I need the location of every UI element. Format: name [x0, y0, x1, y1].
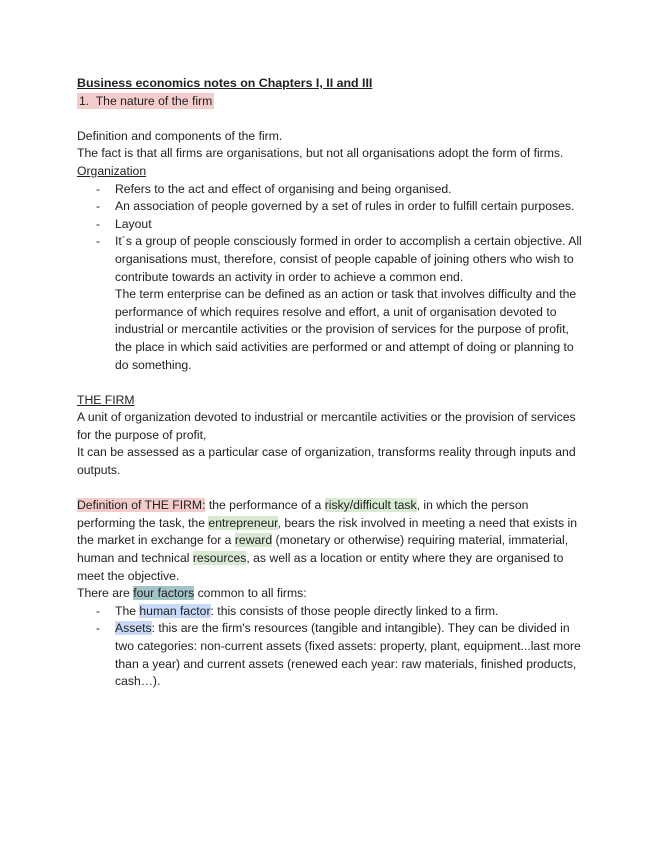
list-item: - Refers to the act and effect of organising and being organised.: [77, 181, 582, 199]
highlight-assets: Assets: [115, 621, 152, 636]
factor-label: The: [115, 603, 140, 618]
document-title: Business economics notes on Chapters I, II and III: [77, 76, 373, 90]
definition-text: , bears the risk involved in meeting a need that exists in the market in exchange for a: [77, 515, 577, 548]
list-item: [77, 620, 582, 690]
factors-text: There are: [77, 586, 134, 601]
section-number: 1.: [79, 93, 90, 108]
highlight-human-factor: human factor: [139, 603, 211, 618]
four-factors-line: [77, 585, 582, 603]
document-body: [77, 75, 582, 691]
firm-paragraph-2: It can be assessed as a particular case of organization, transforms reality through inputs and outputs.: [77, 445, 576, 478]
firm-paragraph-1: A unit of organization devoted to industrial or mercantile activities or the provision of services for the purpose of profit,: [77, 410, 576, 442]
the-firm-heading: THE FIRM: [77, 392, 135, 407]
factor-text: : this consists of those people directly linked to a firm.: [210, 603, 499, 618]
definition-text: , in which the person performing the task, the: [77, 498, 529, 530]
section-label: The nature of the firm: [95, 93, 213, 108]
factor-text: : this are the firm's resources (tangible and intangible). They can be divided in two categories: non-current assets (fixed assets: property, plant, equipment...last more than a year) and current assets (renewed each year: raw materials, finished products, cash…).: [115, 621, 581, 689]
definition-text: (monetary or otherwise) requiring material, immaterial, human and technical: [77, 533, 569, 566]
definition-components-heading: Definition and components of the firm.: [77, 128, 283, 143]
definition-text: the performance of a: [205, 498, 325, 513]
highlight-risky-task: risky/difficult task: [324, 498, 417, 513]
list-item: - Layout: [77, 216, 582, 234]
definition-text: , as well as a location or entity where they are organised to meet the objective.: [77, 551, 564, 583]
highlight-entrepreneur: entrepreneur: [208, 515, 278, 530]
organization-heading: Organization: [77, 163, 147, 178]
firm-definition-paragraph: [77, 497, 582, 585]
definition-label: Definition of THE FIRM:: [77, 498, 206, 513]
list-item: - It´s a group of people consciously formed in order to accomplish a certain objective. All organisations must, therefore, consist of people capable of joining others who wish to contribute towards an activity in order to achieve a common end.: [77, 233, 582, 286]
factors-text: common to all firms:: [194, 586, 307, 601]
highlight-resources: resources: [192, 551, 247, 566]
enterprise-paragraph: The term enterprise can be defined as an action or task that involves difficulty and the performance of which requires resolve and effort, a unit of organisation devoted to industrial or mercantile activities or the provision of services for the purpose of profit, the place in which said activities are performed or and attempt of doing or planning to do something.: [115, 287, 577, 372]
highlight-reward: reward: [234, 533, 273, 548]
section-heading: [77, 93, 582, 111]
intro-paragraph: The fact is that all firms are organisations, but not all organisations adopt the form of firms.: [77, 146, 564, 161]
highlight-four-factors: four factors: [133, 586, 195, 601]
section-heading-highlight: [77, 93, 214, 109]
factors-list: [77, 603, 582, 691]
list-item: [77, 603, 582, 621]
organization-list: [77, 181, 582, 287]
list-item: - An association of people governed by a set of rules in order to fulfill certain purposes.: [77, 198, 582, 216]
